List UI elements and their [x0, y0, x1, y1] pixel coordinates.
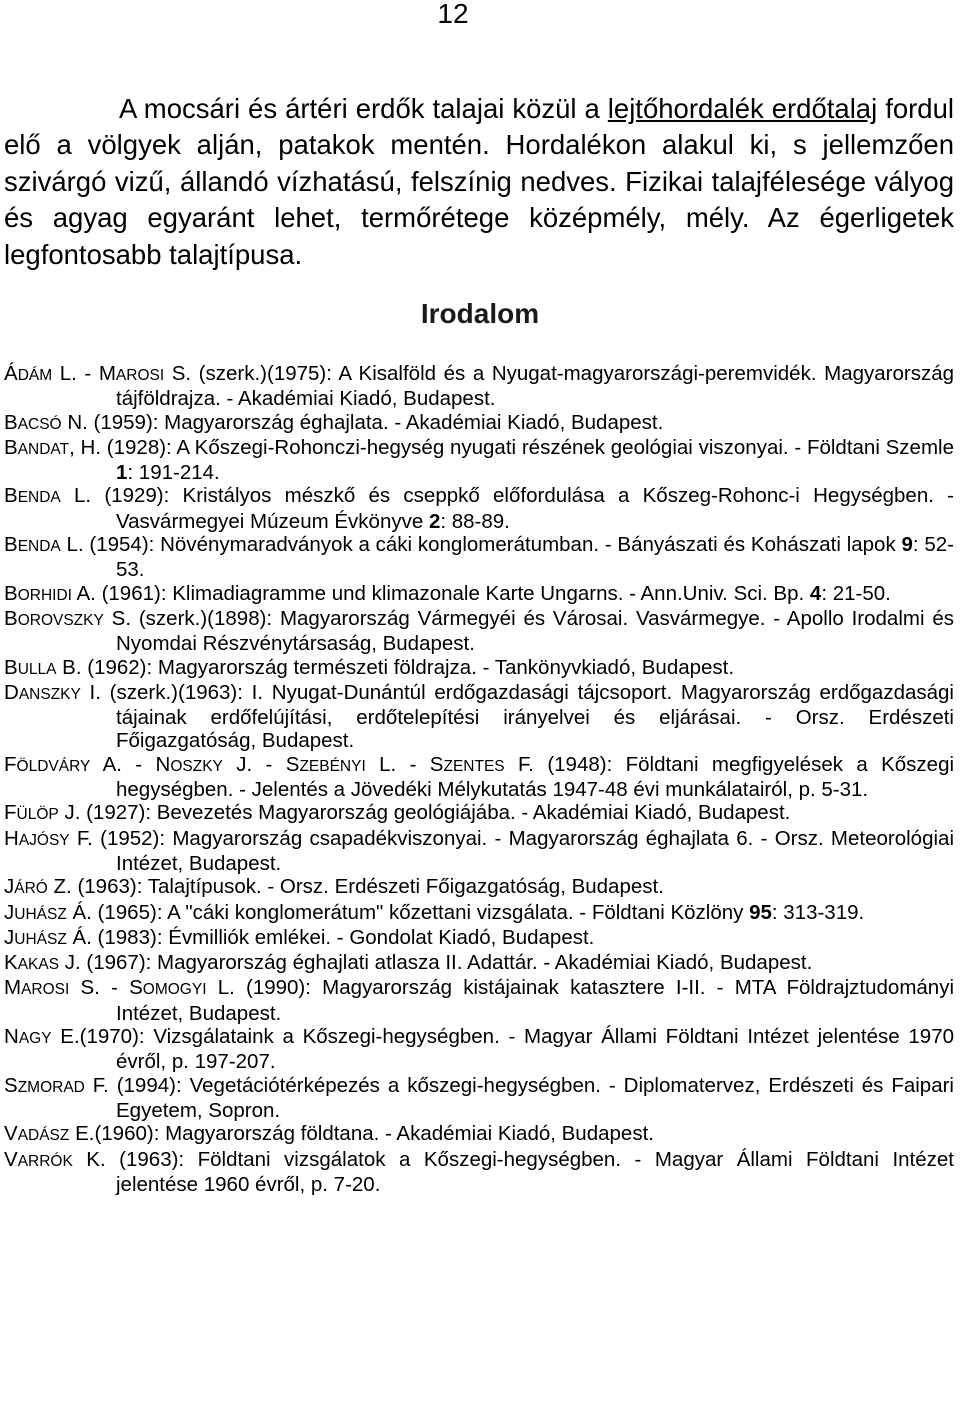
- author-initial: S: [129, 976, 143, 1000]
- author-rest: ÁRÓ: [14, 880, 48, 898]
- reference-text: S. (szerk.)(1898): Magyarország Vármegyéi és Városai. Vasvármegye. - Apollo Irodalmi és Nyomdai Részvénytársaság, Budapest.: [103, 606, 954, 656]
- author-rest: ENDA: [17, 538, 61, 556]
- reference-entry: [4, 976, 954, 1025]
- author-name: [4, 655, 57, 679]
- reference-entry: [4, 607, 954, 656]
- author-initial: J: [4, 925, 15, 949]
- author-rest: ZMORAD: [17, 1078, 85, 1096]
- author-initial: S: [429, 752, 444, 776]
- reference-text: J. -: [222, 752, 286, 776]
- author-rest: AGY: [18, 1030, 52, 1048]
- author-rest: ANSZKY: [18, 685, 81, 703]
- author-rest: AROSI: [115, 367, 165, 384]
- reference-entry: [4, 656, 954, 681]
- author-rest: ADÁSZ: [17, 1127, 70, 1145]
- author-name: [4, 533, 61, 557]
- reference-text: E.(1970): Vizsgálataink a Kőszegi-hegységben. - Magyar Állami Földtani Intézet jelentése 1970 évről, p. 197-207.: [51, 1025, 954, 1074]
- author-name: [4, 606, 104, 630]
- author-initial: B: [4, 484, 18, 508]
- reference-entry: [4, 681, 954, 753]
- reference-entry: [4, 436, 954, 485]
- reference-text: N. (1959): Magyarország éghajlata. - Akadémiai Kiadó, Budapest.: [61, 410, 664, 434]
- reference-entry: [4, 362, 954, 411]
- author-name: [4, 1025, 52, 1049]
- author-rest: DÁM: [17, 367, 53, 384]
- volume-number: 2: [428, 509, 441, 533]
- author-initial: V: [4, 1147, 18, 1171]
- author-name: [4, 925, 67, 949]
- author-name: [4, 875, 48, 899]
- author-initial: F: [4, 752, 17, 776]
- intro-paragraph: [4, 91, 954, 273]
- author-name: [285, 752, 366, 776]
- author-initial: B: [4, 581, 18, 605]
- author-name: [4, 1073, 85, 1097]
- author-rest: ARRÓK: [17, 1152, 73, 1170]
- reference-text: F. (1948): Földtani megfigyelések a Kőszegi hegységben. - Jelentés a Jövedéki Mélykutatás 1947-48 évi munkálatairól, p. 5-31.: [116, 752, 955, 802]
- reference-entry: [4, 901, 954, 926]
- author-initial: M: [4, 976, 22, 1000]
- author-name: [4, 801, 59, 825]
- reference-text: J. (1927): Bevezetés Magyarország geológiájába. - Akadémiai Kiadó, Budapest.: [58, 801, 791, 825]
- author-rest: AJÓSY: [18, 831, 70, 849]
- reference-text: S. (szerk.)(1975): A Kisalföld és a Nyugat-magyarországi-peremvidék. Magyarország tájföldrajza. - Akadémiai Kiadó, Budapest.: [116, 362, 954, 411]
- author-initial: K: [4, 951, 18, 975]
- reference-entry: [4, 1122, 954, 1147]
- reference-list: [4, 362, 954, 1196]
- author-name: [4, 581, 72, 605]
- author-initial: N: [4, 1025, 19, 1049]
- reference-entry: [4, 1025, 954, 1074]
- volume-number: 95: [749, 900, 772, 924]
- reference-entry: [4, 801, 954, 826]
- author-name: [4, 484, 61, 508]
- author-rest: AROSI: [21, 981, 70, 999]
- reference-pages: : 191-214.: [127, 461, 220, 485]
- reference-text: L. -: [52, 362, 99, 385]
- reference-pages: : 21-50.: [821, 581, 891, 605]
- reference-entry: [4, 533, 954, 582]
- author-initial: B: [4, 606, 18, 630]
- reference-entry: [4, 1148, 954, 1197]
- reference-text: B. (1962): Magyarország természeti földrajza. - Tankönyvkiadó, Budapest.: [56, 655, 735, 679]
- author-rest: ULLA: [17, 660, 57, 678]
- underlined-term: lejtőhordalék erdőtalaj: [607, 93, 878, 124]
- author-rest: ANDAT: [17, 440, 70, 458]
- author-rest: UHÁSZ: [14, 905, 67, 923]
- author-initial: Á: [4, 362, 18, 385]
- reference-text: I. (szerk.)(1963): I. Nyugat-Dunántúl erdőgazdasági tájcsoport. Magyarország erdőgazdasági tájainak erdőfelújítási, erdőtelepítési irányelvei és eljárásai. - Orsz. Erdészeti Főigazgatóság, Budapest.: [80, 680, 954, 753]
- reference-pages: : 88-89.: [440, 509, 510, 533]
- volume-number: 4: [809, 581, 822, 605]
- author-name: [4, 435, 70, 459]
- author-name: [129, 976, 207, 1000]
- author-name: [4, 1122, 70, 1146]
- reference-text: Á. (1983): Évmilliók emlékei. - Gondolat Kiadó, Budapest.: [66, 925, 595, 949]
- reference-entry: [4, 1074, 954, 1123]
- author-name: [98, 362, 165, 385]
- reference-text: L. (1990): Magyarország kistájainak katasztere I-II. - MTA Földrajztudományi Intézet, Budapest.: [116, 976, 954, 1025]
- reference-entry: [4, 926, 954, 951]
- reference-entry: [4, 582, 954, 607]
- author-initial: F: [4, 801, 17, 825]
- author-name: [4, 951, 60, 975]
- reference-text: Á. (1965): A "cáki konglomerátum" kőzettani vizsgálata. - Földtani Közlöny: [66, 900, 750, 924]
- author-name: [4, 826, 70, 850]
- author-initial: M: [98, 362, 116, 385]
- author-rest: ZENTES: [443, 757, 505, 775]
- author-initial: J: [4, 900, 15, 924]
- author-name: [4, 976, 70, 1000]
- author-initial: S: [285, 752, 300, 776]
- author-rest: ORHIDI: [17, 586, 72, 604]
- reference-entry: [4, 875, 954, 900]
- author-initial: V: [4, 1122, 18, 1146]
- author-name: [429, 752, 505, 776]
- reference-entry: [4, 951, 954, 976]
- reference-text: E.(1960): Magyarország földtana. - Akadémiai Kiadó, Budapest.: [69, 1122, 654, 1146]
- author-rest: OMOGYI: [142, 981, 207, 999]
- author-name: [4, 680, 81, 704]
- reference-entry: [4, 827, 954, 876]
- author-rest: OSZKY: [170, 757, 223, 775]
- author-rest: ENDA: [17, 489, 61, 507]
- reference-entry: [4, 753, 954, 802]
- author-rest: ZEBÉNYI: [299, 757, 366, 775]
- author-name: [4, 752, 91, 776]
- reference-text: A. -: [90, 752, 156, 776]
- volume-number: 1: [116, 461, 128, 485]
- reference-text: L. (1929): Kristályos mészkő és cseppkő előfordulása a Kőszeg-Rohonc-i Hegységben. - Vasvármegyei Múzeum Évkönyve: [60, 484, 954, 533]
- author-name: [4, 1147, 73, 1171]
- author-name: [4, 362, 53, 385]
- author-initial: B: [4, 410, 18, 434]
- author-initial: D: [4, 680, 19, 704]
- author-initial: N: [155, 752, 171, 776]
- author-initial: S: [4, 1073, 18, 1097]
- author-rest: ÖLDVÁRY: [16, 757, 91, 775]
- reference-text: K. (1963): Földtani vizsgálatok a Kőszegi-hegységben. - Magyar Állami Földtani Intézet jelentése 1960 évről, p. 7-20.: [72, 1147, 954, 1196]
- page-number: 12: [437, 0, 469, 29]
- author-name: [155, 752, 223, 776]
- intro-text: A mocsári és ártéri erdők talajai közül a lejtőhordalék erdőtalaj fordul elő a völgyek alján, patakok mentén. Hordalékon alakul ki, s jellemzően szivárgó vizű, állandó vízhatású, felszínig nedves. Fizikai talajfélesége vályog és agyag egyaránt lehet, termőrétege középmély, mély. Az égerligetek legfontosabb talajtípusa.: [4, 93, 954, 270]
- author-rest: AKAS: [17, 956, 60, 974]
- reference-entry: [4, 484, 954, 533]
- reference-entry: [4, 411, 954, 436]
- section-heading: Irodalom: [420, 298, 540, 329]
- reference-text: F. (1994): Vegetációtérképezés a kőszegi-hegységben. - Diplomatervez, Erdészeti és Faipari Egyetem, Sopron.: [84, 1073, 954, 1122]
- reference-text: S. -: [69, 976, 130, 1000]
- author-name: [4, 410, 62, 434]
- author-initial: B: [4, 533, 18, 557]
- author-rest: UHÁSZ: [14, 930, 67, 948]
- reference-pages: : 313-319.: [771, 900, 865, 924]
- reference-text: L. -: [365, 752, 430, 776]
- reference-text: , H. (1928): A Kőszegi-Rohonczi-hegység nyugati részének geológiai viszonyai. - Földtani Szemle: [69, 435, 954, 459]
- author-rest: OROVSZKY: [17, 611, 104, 629]
- author-name: [4, 900, 67, 924]
- reference-text: Z. (1963): Talajtípusok. - Orsz. Erdészeti Főigazgatóság, Budapest.: [47, 875, 664, 899]
- author-rest: ACSÓ: [17, 415, 62, 433]
- author-rest: ÜLÖP: [16, 806, 59, 824]
- reference-text: J. (1967): Magyarország éghajlati atlasza II. Adattár. - Akadémiai Kiadó, Budapest.: [59, 951, 813, 975]
- volume-number: 9: [901, 533, 913, 557]
- reference-text: L. (1954): Növénymaradványok a cáki konglomerátumban. - Bányászati és Kohászati lapok: [60, 533, 902, 557]
- author-initial: B: [4, 655, 18, 679]
- author-initial: H: [4, 826, 19, 850]
- reference-text: A. (1961): Klimadiagramme und klimazonale Karte Ungarns. - Ann.Univ. Sci. Bp.: [71, 581, 810, 605]
- author-initial: J: [4, 875, 15, 899]
- reference-text: F. (1952): Magyarország csapadékviszonyai. - Magyarország éghajlata 6. - Orsz. Meteorológiai Intézet, Budapest.: [69, 826, 954, 875]
- author-initial: B: [4, 435, 18, 459]
- reference-pages: : 52-53.: [116, 533, 954, 582]
